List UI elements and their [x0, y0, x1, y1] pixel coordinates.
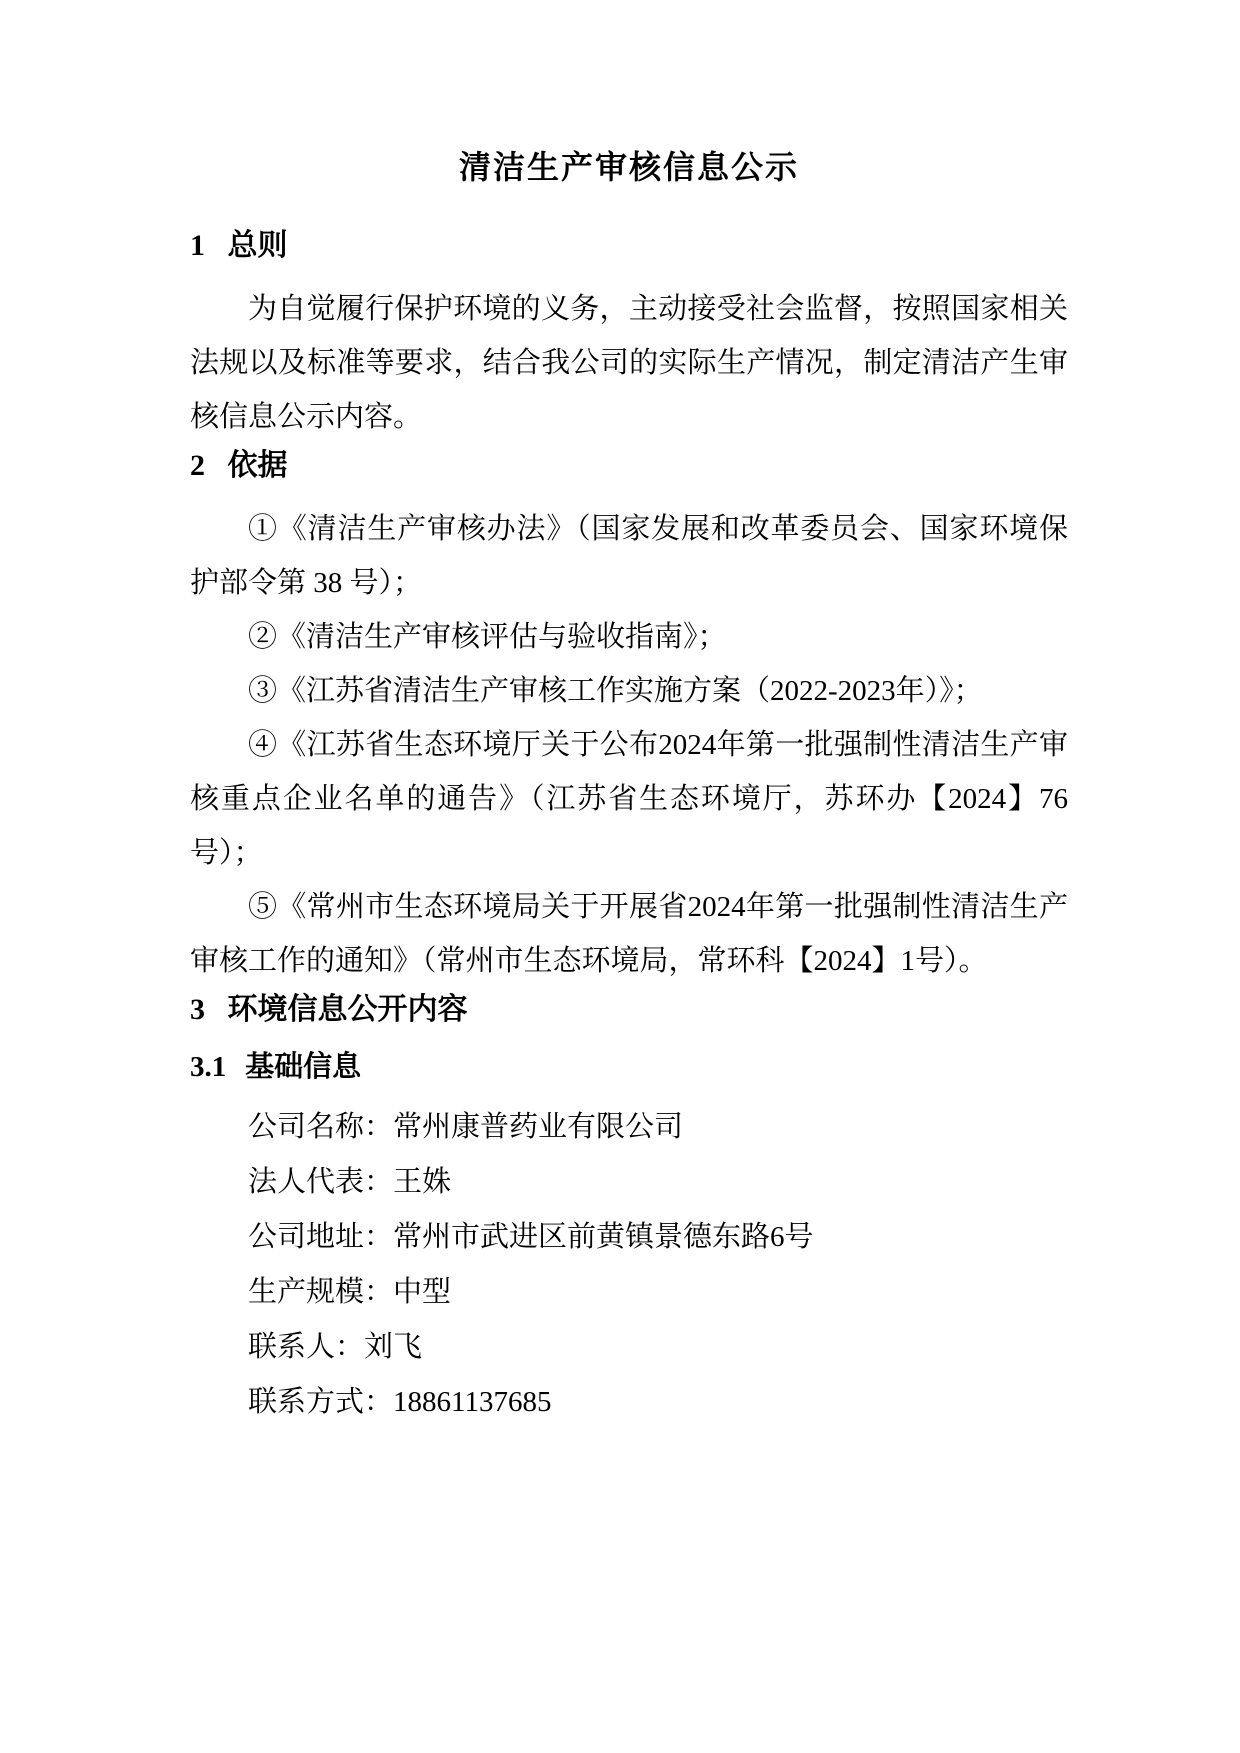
info-field-company-address — [190, 1210, 1068, 1265]
info-field-contact-person-label: 联系人： — [248, 1331, 365, 1363]
info-field-contact-person-value: 刘飞 — [364, 1331, 423, 1363]
section-general-heading — [190, 224, 1068, 268]
subsection-basic-info-heading — [190, 1046, 1068, 1088]
info-field-production-scale-label: 生产规模： — [248, 1276, 394, 1308]
info-field-company-name-value: 常州康普药业有限公司 — [393, 1111, 684, 1143]
info-field-contact-number-label: 联系方式： — [248, 1386, 394, 1418]
info-field-contact-number-value: 18861137685 — [393, 1386, 552, 1418]
info-field-company-name — [190, 1100, 1068, 1155]
section-general-title: 总则 — [227, 229, 288, 262]
section-disclosure-title: 环境信息公开内容 — [227, 993, 468, 1026]
subsection-basic-info-number: 3.1 — [190, 1051, 227, 1083]
info-field-legal-representative-value: 王姝 — [393, 1166, 452, 1198]
legal-basis-item-3: ③《江苏省清洁生产审核工作实施方案（2022-2023年）》； — [248, 675, 983, 707]
legal-basis-item-5: ⑤《常州市生态环境局关于开展省2024年第一批强制性清洁生产审核工作的通知》（常州市生态环境局，常环科【2024】1号）。 — [190, 891, 1068, 977]
info-field-contact-number — [190, 1375, 1068, 1430]
info-field-contact-person — [190, 1320, 1068, 1375]
section-basis-heading — [190, 444, 1068, 488]
info-field-production-scale-value: 中型 — [393, 1276, 452, 1308]
section-disclosure-heading — [190, 988, 1068, 1032]
legal-basis-item-2: ②《清洁生产审核评估与验收指南》； — [248, 621, 727, 653]
section-general — [190, 224, 1068, 444]
section-disclosure — [190, 988, 1068, 1430]
legal-basis-item-1: ①《清洁生产审核办法》（国家发展和改革委员会、国家环境保护部令第 38 号）； — [190, 513, 1068, 599]
info-field-company-name-label: 公司名称： — [248, 1111, 394, 1143]
info-field-company-address-label: 公司地址： — [248, 1221, 394, 1253]
section-basis — [190, 444, 1068, 988]
section-disclosure-number: 3 — [190, 993, 205, 1026]
section-general-number: 1 — [190, 229, 205, 262]
section-basis-number: 2 — [190, 449, 205, 482]
info-field-company-address-value: 常州市武进区前黄镇景德东路6号 — [393, 1221, 814, 1253]
info-field-legal-representative-label: 法人代表： — [248, 1166, 394, 1198]
subsection-basic-info-title: 基础信息 — [245, 1051, 362, 1083]
legal-basis-item-4: ④《江苏省生态环境厅关于公布2024年第一批强制性清洁生产审核重点企业名单的通告》（江苏省生态环境厅，苏环办【2024】76号）； — [190, 729, 1068, 869]
document-title: 清洁生产审核信息公示 — [458, 149, 799, 185]
section-basis-title: 依据 — [227, 449, 288, 482]
info-field-legal-representative — [190, 1155, 1068, 1210]
info-field-production-scale — [190, 1265, 1068, 1320]
section-general-paragraph: 为自觉履行保护环境的义务，主动接受社会监督，按照国家相关法规以及标准等要求，结合我公司的实际生产情况，制定清洁产生审核信息公示内容。 — [190, 293, 1068, 433]
